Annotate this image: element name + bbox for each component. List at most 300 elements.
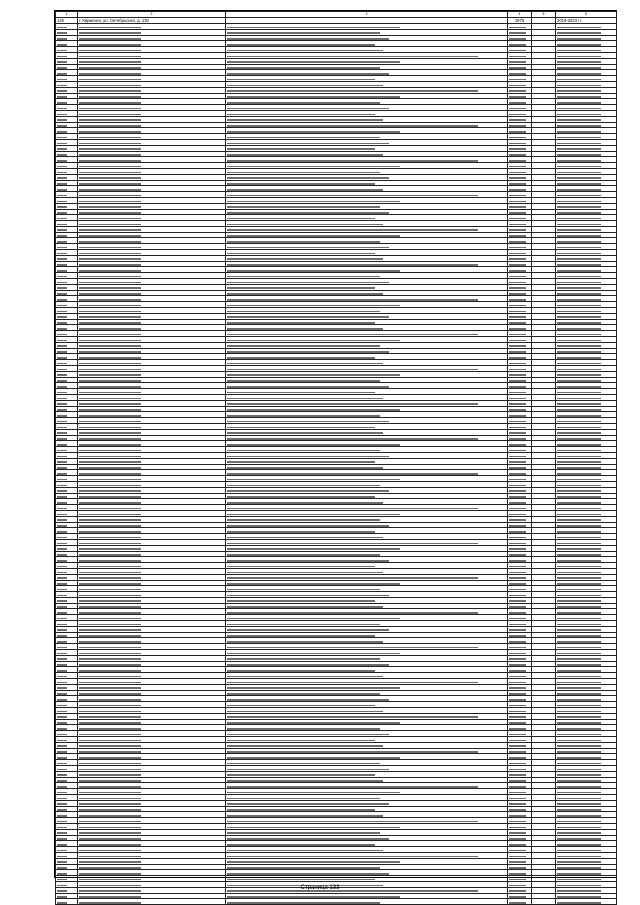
illegible-text-mark [79, 369, 141, 371]
illegible-text-mark [557, 514, 601, 516]
illegible-text-mark [509, 224, 526, 226]
illegible-text-mark [227, 195, 478, 197]
illegible-text-mark [227, 543, 478, 545]
illegible-text-mark [509, 61, 526, 63]
illegible-text-mark [79, 438, 141, 440]
illegible-text-mark [79, 560, 141, 562]
illegible-text-mark [57, 838, 67, 840]
illegible-text-mark [79, 508, 141, 510]
illegible-text-mark [227, 32, 380, 34]
illegible-text-mark [509, 143, 526, 145]
illegible-text-mark [557, 357, 601, 359]
illegible-text-mark [79, 119, 141, 121]
illegible-text-mark [57, 316, 67, 318]
illegible-text-mark [509, 537, 526, 539]
illegible-text-mark [557, 415, 601, 417]
illegible-text-mark [227, 450, 380, 452]
illegible-text-mark [227, 856, 478, 858]
illegible-text-mark [557, 299, 601, 301]
illegible-text-mark [57, 270, 67, 272]
illegible-text-mark [509, 629, 526, 631]
illegible-text-mark [227, 380, 380, 382]
illegible-text-mark [557, 896, 601, 898]
illegible-text-mark [79, 229, 141, 231]
illegible-text-mark [557, 664, 601, 666]
illegible-text-mark [557, 531, 601, 533]
illegible-text-mark [79, 148, 141, 150]
illegible-text-mark [509, 450, 526, 452]
address-cell [78, 899, 226, 905]
illegible-text-mark [557, 27, 601, 29]
illegible-text-mark [509, 485, 526, 487]
illegible-text-mark [57, 61, 67, 63]
illegible-text-mark [227, 902, 380, 904]
illegible-text-mark [509, 195, 526, 197]
illegible-text-mark [57, 258, 67, 260]
illegible-text-mark [79, 276, 141, 278]
illegible-text-mark [79, 450, 141, 452]
illegible-text-mark [57, 438, 67, 440]
illegible-text-mark [509, 247, 526, 249]
illegible-text-mark [509, 641, 526, 643]
illegible-text-mark [509, 293, 526, 295]
illegible-text-mark [557, 682, 601, 684]
illegible-text-mark [557, 351, 601, 353]
illegible-text-mark [557, 479, 601, 481]
illegible-text-mark [79, 554, 141, 556]
illegible-text-mark [57, 525, 67, 527]
illegible-text-mark [79, 166, 141, 168]
illegible-text-mark [227, 606, 383, 608]
illegible-text-mark [509, 803, 526, 805]
illegible-text-mark [557, 798, 601, 800]
illegible-text-mark [557, 780, 601, 782]
illegible-text-mark [57, 450, 67, 452]
illegible-text-mark [79, 873, 141, 875]
illegible-text-mark [509, 838, 526, 840]
illegible-text-mark [509, 374, 526, 376]
illegible-text-mark [227, 490, 389, 492]
col-num-5: 5 [532, 12, 556, 18]
illegible-text-mark [509, 345, 526, 347]
illegible-text-mark [79, 264, 141, 266]
illegible-text-mark [79, 322, 141, 324]
illegible-text-mark [79, 73, 141, 75]
illegible-text-mark [227, 50, 383, 52]
illegible-text-mark [557, 687, 601, 689]
illegible-text-mark [227, 322, 375, 324]
illegible-text-mark [227, 218, 375, 220]
illegible-text-mark [557, 676, 601, 678]
illegible-text-mark [57, 606, 67, 608]
illegible-text-mark [57, 253, 67, 255]
illegible-text-mark [227, 583, 400, 585]
illegible-text-mark [227, 201, 400, 203]
illegible-text-mark [509, 566, 526, 568]
illegible-text-mark [79, 798, 141, 800]
illegible-text-mark [57, 792, 67, 794]
illegible-text-mark [227, 224, 383, 226]
illegible-text-mark [227, 751, 478, 753]
illegible-text-mark [557, 380, 601, 382]
illegible-text-mark [79, 311, 141, 313]
illegible-text-mark [57, 79, 67, 81]
illegible-text-mark [557, 728, 601, 730]
illegible-text-mark [79, 195, 141, 197]
illegible-text-mark [79, 751, 141, 753]
illegible-text-mark [57, 322, 67, 324]
illegible-text-mark [557, 635, 601, 637]
illegible-text-mark [57, 456, 67, 458]
illegible-text-mark [509, 172, 526, 174]
illegible-text-mark [79, 218, 141, 220]
illegible-text-mark [557, 258, 601, 260]
illegible-text-mark [79, 96, 141, 98]
illegible-text-mark [509, 490, 526, 492]
illegible-text-mark [57, 137, 67, 139]
illegible-text-mark [227, 827, 400, 829]
illegible-text-mark [557, 618, 601, 620]
illegible-text-mark [57, 618, 67, 620]
illegible-text-mark [227, 635, 375, 637]
illegible-text-mark [227, 386, 389, 388]
illegible-text-mark [557, 154, 601, 156]
illegible-text-mark [509, 137, 526, 139]
illegible-text-mark [227, 595, 389, 597]
illegible-text-mark [557, 757, 601, 759]
illegible-text-mark [79, 769, 141, 771]
illegible-text-mark [557, 253, 601, 255]
illegible-text-mark [79, 287, 141, 289]
illegible-text-mark [57, 519, 67, 521]
illegible-text-mark [227, 154, 383, 156]
illegible-text-mark [557, 647, 601, 649]
illegible-text-mark [509, 160, 526, 162]
illegible-text-mark [509, 600, 526, 602]
illegible-text-mark [509, 305, 526, 307]
illegible-text-mark [79, 624, 141, 626]
illegible-text-mark [57, 751, 67, 753]
illegible-text-mark [79, 537, 141, 539]
illegible-text-mark [57, 351, 67, 353]
illegible-text-mark [227, 838, 389, 840]
illegible-text-mark [509, 73, 526, 75]
illegible-text-mark [227, 496, 375, 498]
illegible-text-mark [227, 56, 478, 58]
illegible-text-mark [557, 519, 601, 521]
illegible-text-mark [57, 624, 67, 626]
illegible-text-mark [557, 392, 601, 394]
row-number: 130 [56, 18, 78, 24]
illegible-text-mark [227, 745, 383, 747]
illegible-text-mark [557, 50, 601, 52]
illegible-text-mark [227, 676, 383, 678]
illegible-text-mark [509, 311, 526, 313]
illegible-text-mark [227, 131, 400, 133]
illegible-text-mark [79, 386, 141, 388]
illegible-text-mark [557, 374, 601, 376]
illegible-text-mark [227, 786, 478, 788]
illegible-text-mark [509, 177, 526, 179]
illegible-text-mark [227, 821, 478, 823]
illegible-text-mark [557, 224, 601, 226]
illegible-text-mark [227, 241, 380, 243]
illegible-text-mark [557, 600, 601, 602]
illegible-text-mark [509, 682, 526, 684]
illegible-text-mark [509, 606, 526, 608]
illegible-text-mark [227, 658, 380, 660]
illegible-text-mark [227, 299, 478, 301]
illegible-text-mark [79, 867, 141, 869]
illegible-text-mark [557, 287, 601, 289]
illegible-text-mark [509, 201, 526, 203]
illegible-text-mark [509, 473, 526, 475]
illegible-text-mark [509, 50, 526, 52]
illegible-text-mark [57, 873, 67, 875]
illegible-text-mark [509, 114, 526, 116]
illegible-text-mark [79, 444, 141, 446]
illegible-text-mark [509, 728, 526, 730]
illegible-text-mark [57, 566, 67, 568]
illegible-text-mark [57, 809, 67, 811]
illegible-text-mark [57, 56, 67, 58]
illegible-text-mark [509, 531, 526, 533]
illegible-text-mark [79, 131, 141, 133]
illegible-text-mark [509, 44, 526, 46]
illegible-text-mark [57, 844, 67, 846]
illegible-text-mark [557, 328, 601, 330]
illegible-text-mark [57, 722, 67, 724]
illegible-text-mark [227, 206, 380, 208]
illegible-text-mark [57, 386, 67, 388]
row-number [56, 899, 78, 905]
illegible-text-mark [79, 711, 141, 713]
illegible-text-mark [557, 508, 601, 510]
illegible-text-mark [79, 786, 141, 788]
illegible-text-mark [227, 728, 380, 730]
illegible-text-mark [509, 699, 526, 701]
illegible-text-mark [57, 166, 67, 168]
illegible-text-mark [557, 658, 601, 660]
illegible-text-mark [227, 722, 400, 724]
illegible-text-mark [227, 461, 375, 463]
illegible-text-mark [557, 270, 601, 272]
illegible-text-mark [79, 687, 141, 689]
illegible-text-mark [557, 751, 601, 753]
illegible-text-mark [227, 664, 389, 666]
illegible-text-mark [227, 693, 380, 695]
illegible-text-mark [227, 757, 400, 759]
illegible-text-mark [57, 125, 67, 127]
illegible-text-mark [57, 114, 67, 116]
year-secondary-cell [532, 899, 556, 905]
illegible-text-mark [509, 96, 526, 98]
illegible-text-mark [79, 879, 141, 881]
illegible-text-mark [79, 763, 141, 765]
illegible-text-mark [227, 867, 380, 869]
illegible-text-mark [509, 832, 526, 834]
illegible-text-mark [509, 705, 526, 707]
illegible-text-mark [57, 502, 67, 504]
illegible-text-mark [57, 392, 67, 394]
illegible-text-mark [57, 195, 67, 197]
illegible-text-mark [557, 235, 601, 237]
illegible-text-mark [57, 658, 67, 660]
illegible-text-mark [557, 143, 601, 145]
illegible-text-mark [57, 693, 67, 695]
illegible-text-mark [57, 531, 67, 533]
illegible-text-mark [79, 606, 141, 608]
illegible-text-mark [57, 398, 67, 400]
illegible-text-mark [509, 79, 526, 81]
illegible-text-mark [509, 664, 526, 666]
illegible-text-mark [57, 229, 67, 231]
illegible-text-mark [227, 734, 389, 736]
illegible-text-mark [57, 676, 67, 678]
illegible-text-mark [227, 473, 478, 475]
illegible-text-mark [227, 572, 383, 574]
illegible-text-mark [557, 305, 601, 307]
illegible-text-mark [227, 160, 478, 162]
illegible-text-mark [557, 311, 601, 313]
illegible-text-mark [79, 722, 141, 724]
illegible-text-mark [509, 27, 526, 29]
illegible-text-mark [79, 137, 141, 139]
illegible-text-mark [57, 44, 67, 46]
illegible-text-mark [557, 496, 601, 498]
illegible-text-mark [509, 38, 526, 40]
illegible-text-mark [227, 235, 400, 237]
illegible-text-mark [79, 456, 141, 458]
illegible-text-mark [509, 415, 526, 417]
illegible-text-mark [227, 61, 400, 63]
illegible-text-mark [57, 473, 67, 475]
illegible-text-mark [79, 427, 141, 429]
illegible-text-mark [227, 589, 380, 591]
illegible-text-mark [79, 705, 141, 707]
illegible-text-mark [79, 641, 141, 643]
illegible-text-mark [557, 763, 601, 765]
illegible-text-mark [509, 792, 526, 794]
illegible-text-mark [509, 676, 526, 678]
page-footer: Страница 133 [300, 885, 340, 891]
illegible-text-mark [57, 264, 67, 266]
illegible-text-mark [57, 311, 67, 313]
illegible-text-mark [57, 687, 67, 689]
illegible-text-mark [57, 224, 67, 226]
illegible-text-mark [57, 728, 67, 730]
illegible-text-mark [57, 583, 67, 585]
illegible-text-mark [509, 757, 526, 759]
illegible-text-mark [79, 490, 141, 492]
illegible-text-mark [509, 258, 526, 260]
illegible-text-mark [509, 456, 526, 458]
illegible-text-mark [57, 612, 67, 614]
illegible-text-mark [509, 745, 526, 747]
illegible-text-mark [557, 56, 601, 58]
illegible-text-mark [227, 467, 383, 469]
illegible-text-mark [227, 253, 375, 255]
illegible-text-mark [557, 786, 601, 788]
col-num-2: 2 [78, 12, 226, 18]
illegible-text-mark [557, 79, 601, 81]
illegible-text-mark [557, 125, 601, 127]
illegible-text-mark [557, 102, 601, 104]
illegible-text-mark [509, 722, 526, 724]
illegible-text-mark [557, 218, 601, 220]
illegible-text-mark [509, 519, 526, 521]
illegible-text-mark [557, 427, 601, 429]
illegible-text-mark [227, 629, 389, 631]
illegible-text-mark [227, 357, 375, 359]
address-cell: г. Кирженск, ул. Октябрьская, д. 130 [78, 18, 226, 24]
illegible-text-mark [557, 844, 601, 846]
illegible-text-mark [557, 44, 601, 46]
illegible-text-mark [557, 699, 601, 701]
illegible-text-mark [227, 293, 383, 295]
illegible-text-mark [57, 148, 67, 150]
illegible-text-mark [557, 850, 601, 852]
illegible-text-mark [79, 351, 141, 353]
illegible-text-mark [509, 896, 526, 898]
illegible-text-mark [509, 658, 526, 660]
illegible-text-mark [79, 241, 141, 243]
illegible-text-mark [557, 490, 601, 492]
illegible-text-mark [57, 50, 67, 52]
illegible-text-mark [227, 316, 389, 318]
illegible-text-mark [557, 861, 601, 863]
illegible-text-mark [79, 403, 141, 405]
illegible-text-mark [227, 177, 389, 179]
illegible-text-mark [509, 369, 526, 371]
illegible-text-mark [557, 177, 601, 179]
illegible-text-mark [227, 508, 478, 510]
illegible-text-mark [557, 577, 601, 579]
illegible-text-mark [227, 554, 380, 556]
illegible-text-mark [557, 438, 601, 440]
illegible-text-mark [557, 334, 601, 336]
illegible-text-mark [509, 577, 526, 579]
illegible-text-mark [509, 716, 526, 718]
illegible-text-mark [79, 206, 141, 208]
illegible-text-mark [509, 827, 526, 829]
illegible-text-mark [557, 589, 601, 591]
illegible-text-mark [509, 496, 526, 498]
illegible-text-mark [509, 548, 526, 550]
illegible-text-mark [557, 832, 601, 834]
illegible-text-mark [557, 461, 601, 463]
illegible-text-mark [79, 363, 141, 365]
col-num-3: 3 [226, 12, 508, 18]
illegible-text-mark [509, 844, 526, 846]
illegible-text-mark [79, 514, 141, 516]
illegible-text-mark [509, 357, 526, 359]
illegible-text-mark [57, 154, 67, 156]
illegible-text-mark [509, 850, 526, 852]
illegible-text-mark [79, 143, 141, 145]
illegible-text-mark [227, 873, 389, 875]
illegible-text-mark [79, 374, 141, 376]
illegible-text-mark [57, 409, 67, 411]
illegible-text-mark [557, 160, 601, 162]
illegible-text-mark [79, 583, 141, 585]
illegible-text-mark [79, 856, 141, 858]
illegible-text-mark [227, 102, 380, 104]
illegible-text-mark [79, 270, 141, 272]
illegible-text-mark [509, 774, 526, 776]
illegible-text-mark [509, 403, 526, 405]
col-num-6: 6 [556, 12, 617, 18]
